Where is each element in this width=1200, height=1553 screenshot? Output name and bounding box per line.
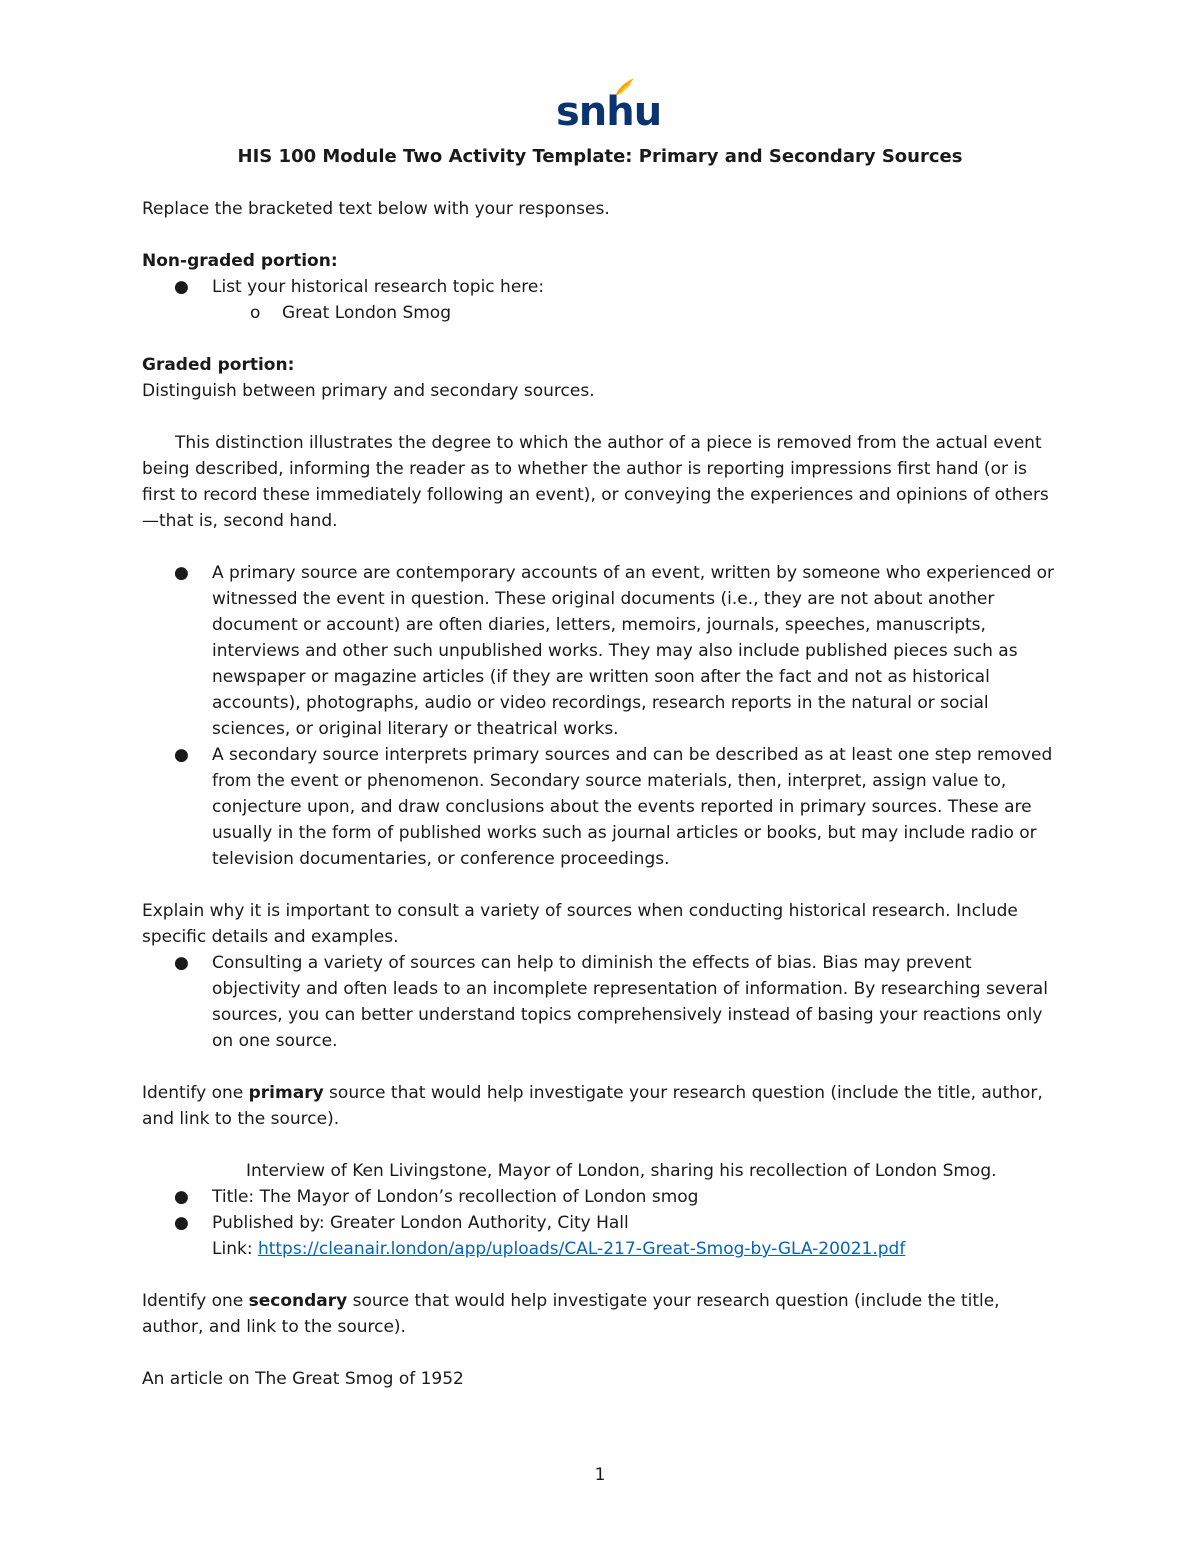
topic-prompt: List your historical research topic here: [212, 277, 545, 297]
list-item [142, 300, 1062, 326]
graded-heading: Graded portion: [142, 355, 295, 375]
snhu-logo [556, 76, 662, 135]
non-graded-list [142, 274, 1062, 300]
bullet-icon: ● [174, 745, 189, 765]
list-item [142, 1210, 1062, 1236]
variety-answer: Consulting a variety of sources can help to diminish the effects of bias. Bias may prevent objectivity and often leads to an incomplete representation of information. By researching several sources, you can better understand topics comprehensively instead of basing your reactions only on one source. [212, 953, 1048, 1051]
logo-wordmark: snhu [556, 89, 662, 135]
secondary-prompt: Identify one secondary source that would help investigate your research question (include the title, author, and link to the source). [142, 1291, 1000, 1337]
secondary-definition: A secondary source interprets primary sources and can be described as at least one step removed from the event or phenomenon. Secondary source materials, then, interpret, assign value to, conjecture upon, and draw conclusions about the events reported in primary sources. These are usually in the form of published works such as journal articles or books, but may include radio or television documentaries, or conference proceedings. [212, 745, 1053, 869]
bullet-icon: ● [174, 953, 189, 973]
graded-prompt: Distinguish between primary and secondary sources. [142, 381, 595, 401]
variety-prompt: Explain why it is important to consult a variety of sources when conducting historical research. Include specific details and examples. [142, 901, 1018, 947]
primary-source-link[interactable]: https://cleanair.london/app/uploads/CAL-217-Great-Smog-by-GLA-20021.pdf [257, 1239, 906, 1259]
bullet-icon: ● [174, 1213, 189, 1233]
circle-bullet-icon: o [250, 303, 261, 323]
primary-title: Title: The Mayor of London’s recollection of London smog [212, 1187, 699, 1207]
primary-details-list [142, 1184, 1062, 1236]
topic-sublist [142, 300, 1062, 326]
primary-prompt: Identify one primary source that would help investigate your research question (include the title, author, and link to the source). [142, 1083, 1043, 1129]
primary-publisher: Published by: Greater London Authority, City Hall [212, 1213, 629, 1233]
non-graded-heading: Non-graded portion: [142, 251, 338, 271]
distinction-paragraph: This distinction illustrates the degree to which the author of a piece is removed from the actual event being described, informing the reader as to whether the author is reporting impressions first hand (or is first to record these immediately following an event), or conveying the experiences and opinions of others—that is, second hand. [142, 433, 1049, 531]
list-item [142, 950, 1062, 1054]
document-body [142, 144, 1062, 1392]
primary-definition: A primary source are contemporary accounts of an event, written by someone who experienced or witnessed the event in question. These original documents (i.e., they are not about another document or account) are often diaries, letters, memoirs, journals, speeches, manuscripts, interviews and other such unpublished works. They may also include published pieces such as newspaper or magazine articles (if they are written soon after the fact and not as historical accounts), photographs, audio or video recordings, research reports in the natural or social sciences, or original literary or theatrical works. [212, 563, 1055, 739]
list-item [142, 274, 1062, 300]
variety-answer-list [142, 950, 1062, 1054]
list-item [142, 742, 1062, 872]
secondary-answer: An article on The Great Smog of 1952 [142, 1369, 464, 1389]
bullet-icon: ● [174, 563, 189, 583]
source-types-list [142, 560, 1062, 872]
bullet-icon: ● [174, 277, 189, 297]
link-label: Link: [212, 1239, 258, 1259]
instructions-text: Replace the bracketed text below with your responses. [142, 199, 610, 219]
page-title: HIS 100 Module Two Activity Template: Primary and Secondary Sources [237, 146, 963, 167]
list-item [142, 1184, 1062, 1210]
primary-link-row [142, 1236, 1062, 1262]
primary-description: Interview of Ken Livingstone, Mayor of London, sharing his recollection of London Smog. [246, 1161, 997, 1181]
list-item [142, 560, 1062, 742]
topic-answer: Great London Smog [282, 303, 451, 323]
bullet-icon: ● [174, 1187, 189, 1207]
page-number: 1 [594, 1465, 606, 1485]
